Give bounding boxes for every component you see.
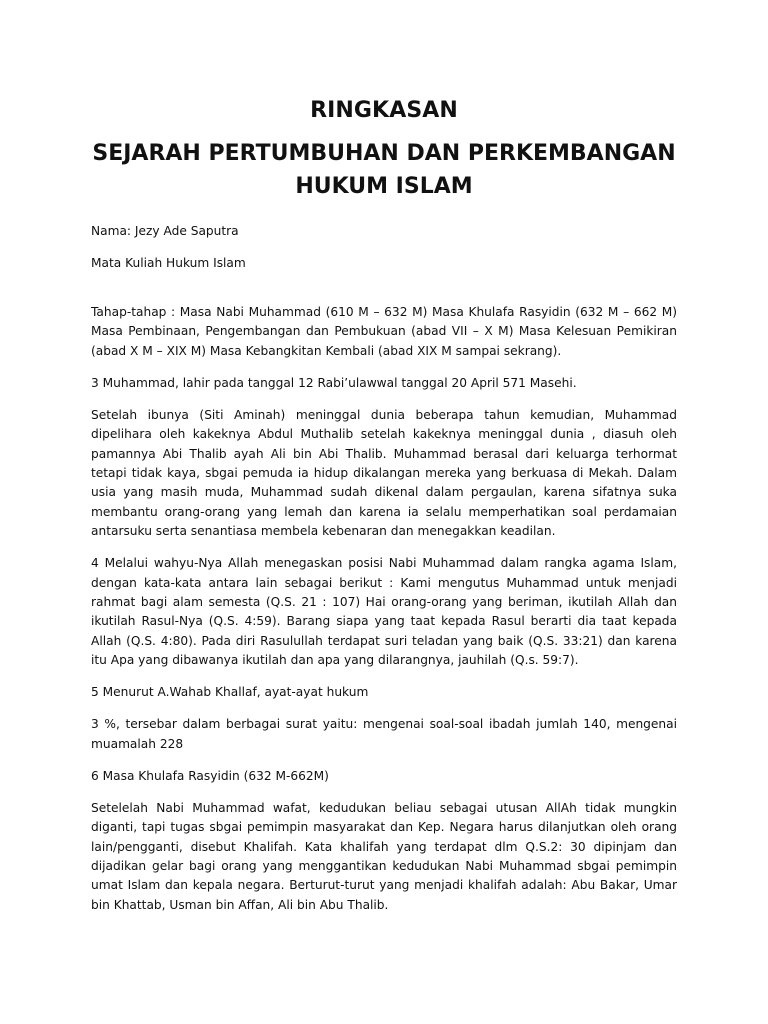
- author-name: Nama: Jezy Ade Saputra: [91, 224, 239, 238]
- paragraph-khulafa-heading: 6 Masa Khulafa Rasyidin (632 M-662M): [91, 768, 329, 783]
- paragraph-stages: Tahap-tahap : Masa Nabi Muhammad (610 M – 632 M) Masa Khulafa Rasyidin (632 M – 662 M) Masa Pembinaan, Pengembangan dan Pembukuan (abad VII – X M) Masa Kelesuan Pemikiran (abad X M – XIX M) Masa Kebangkitan Kembali (abad XIX M sampai sekrang).: [91, 305, 677, 358]
- paragraph-verses: 3 %, tersebar dalam berbagai surat yaitu: mengenai soal-soal ibadah jumlah 140, mengenai muamalah 228: [91, 717, 677, 751]
- subtitle-line-2: HUKUM ISLAM: [295, 174, 473, 199]
- title-block: [0, 95, 768, 203]
- document-title: RINGKASAN: [310, 98, 458, 123]
- document-subtitle: [0, 137, 768, 203]
- paragraph-revelation: 4 Melalui wahyu-Nya Allah menegaskan posisi Nabi Muhammad dalam rangka agama Islam, dengan kata-kata antara lain sebagai berikut : Kami mengutus Muhammad untuk menjadi rahmat bagi alam semesta (Q.S. 21 : 107) Hai orang-orang yang beriman, ikutilah Allah dan ikutilah Rasul-Nya (Q.S. 4:59). Barang siapa yang taat kepada Rasul berarti dia taat kepada Allah (Q.S. 4:80). Pada diri Rasulullah terdapat suri teladan yang baik (Q.S. 33:21) dan karena itu Apa yang dibawanya ikutilah dan apa yang dilarangnya, jauhilah (Q.s. 59:7).: [91, 556, 677, 668]
- paragraph-childhood: Setelah ibunya (Siti Aminah) meninggal dunia beberapa tahun kemudian, Muhammad dipelihara oleh kakeknya Abdul Muthalib setelah kakeknya meninggal dunia , diasuh oleh pamannya Abi Thalib ayah Ali bin Abi Thalib. Muhammad berasal dari keluarga terhormat tetapi tidak kaya, sbgai pemuda ia hidup dikalangan mereka yang berkuasa di Mekah. Dalam usia yang masih muda, Muhammad sudah dikenal dalam pergaulan, karena sifatnya suka membantu orang-orang yang lemah dan karena ia selalu memperhatikan soal perdamaian antarsuku serta senantiasa membela kebenaran dan menegakkan keadilan.: [91, 407, 677, 539]
- paragraph-khallaf: 5 Menurut A.Wahab Khallaf, ayat-ayat hukum: [91, 685, 369, 700]
- paragraph-khalifah: Setelelah Nabi Muhammad wafat, kedudukan beliau sebagai utusan AllAh tidak mungkin diganti, tapi tugas sbgai pemimpin masyarakat dan Kep. Negara harus dilanjutkan oleh orang lain/pengganti, disebut Khalifah. Kata khalifah yang terdapat dlm Q.S.2: 30 dipinjam dan dijadikan gelar bagi orang yang menggantikan kedudukan Nabi Muhammad sbgai pemimpin umat Islam dan kepala negara. Berturut-turut yang menjadi khalifah adalah: Abu Bakar, Umar bin Khattab, Usman bin Affan, Ali bin Abu Thalib.: [91, 800, 677, 912]
- blank-spacer: [91, 286, 677, 303]
- document-body: [91, 222, 677, 928]
- course-name: Mata Kuliah Hukum Islam: [91, 256, 246, 270]
- subtitle-line-1: SEJARAH PERTUMBUHAN DAN PERKEMBANGAN: [92, 141, 676, 166]
- paragraph-birth: 3 Muhammad, lahir pada tanggal 12 Rabi’ulawwal tanggal 20 April 571 Masehi.: [91, 375, 577, 390]
